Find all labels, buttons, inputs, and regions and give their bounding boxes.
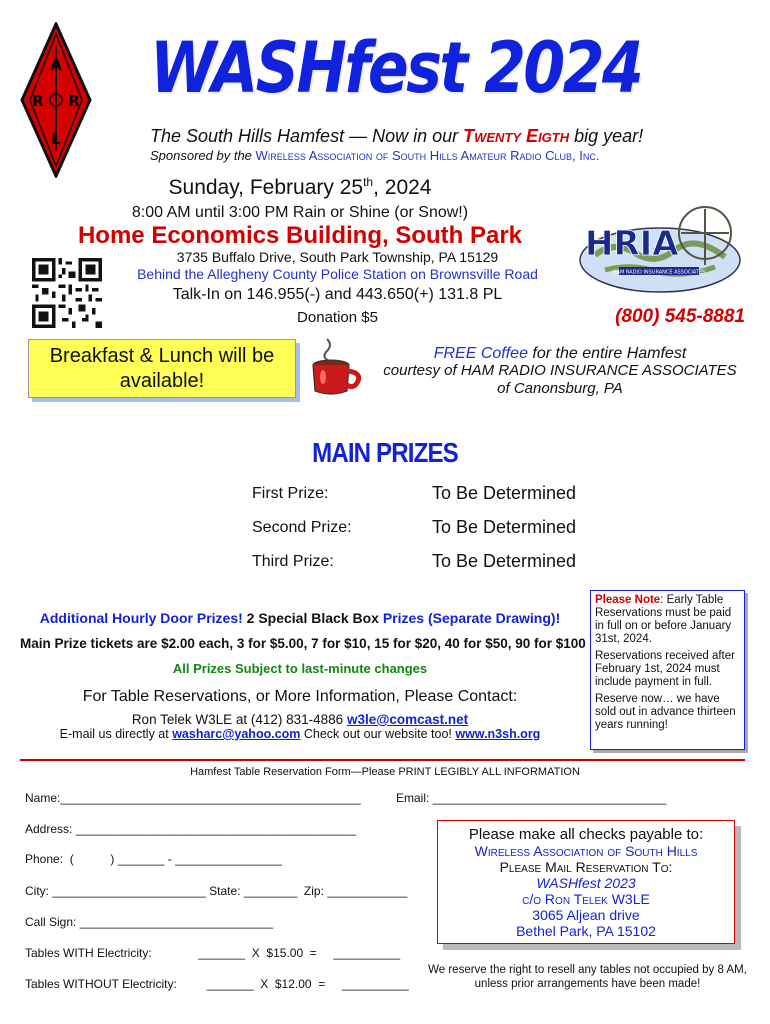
tagline-highlight: Twenty Eigth [463, 126, 570, 146]
resell-notice: We reserve the right to resell any tables not occupied by 8 AM, unless prior arrangements have been made! [428, 964, 747, 990]
prize-name: Second Prize: [252, 519, 352, 536]
phone-field[interactable]: Phone: ( ) _______ - ________________ [25, 852, 282, 866]
prize-value: To Be Determined [432, 517, 577, 537]
prize-name: First Prize: [252, 485, 329, 502]
website-link[interactable]: www.n3sh.org [455, 727, 541, 741]
call-sign-field[interactable]: Call Sign: _____________________________ [25, 915, 274, 929]
note-label: Please Note [595, 594, 661, 606]
ron-email-link[interactable]: w3le@comcast.net [346, 712, 469, 727]
directions: Behind the Allegheny County Police Station on Brownsville Road [137, 266, 538, 282]
prizes-subject: All Prizes Subject to last-minute changes [172, 661, 428, 676]
mail-attn: c/o Ron Telek W3LE [522, 891, 650, 907]
prize-value: To Be Determined [432, 483, 577, 503]
logo-letter-a: A [50, 56, 62, 74]
mailing-info-box [437, 820, 735, 944]
venue: Home Economics Building, South Park [77, 222, 523, 249]
breakfast-callout: Breakfast & Lunch will be available! [28, 339, 296, 398]
tagline: The South Hills Hamfest — Now in our Twenty Eigth big year! [150, 126, 644, 146]
arrl-logo-icon [20, 22, 92, 178]
talk-in: Talk-In on 146.955(-) and 443.650(+) 131.8 PL [172, 286, 503, 303]
event-time: 8:00 AM until 3:00 PM Rain or Shine (or Snow!) [131, 204, 469, 221]
please-note-box: Please Note: Early Table Reservations must be paid in full on or before January 31st, 2024. Reservations received after February 1st, 2024 must include payment in full. Reserve now… we have sold out in advance thirteen years running! [590, 590, 745, 750]
logo-letter-l: L [51, 130, 61, 148]
form-heading: Hamfest Table Reservation Form—Please PRINT LEGIBLY ALL INFORMATION [190, 766, 580, 778]
contact-ron: Ron Telek W3LE at (412) 831-4886 w3le@comcast.net [131, 712, 469, 727]
email-field[interactable]: Email: ___________________________________ [396, 791, 667, 805]
ticket-prices: Main Prize tickets are $2.00 each, 3 for $5.00, 7 for $10, 15 for $20, 40 for $50, 90 for $100 [20, 636, 586, 651]
name-field[interactable]: Name:_____________________________________________ [25, 791, 361, 805]
payee: Wireless Association of South Hills [474, 843, 698, 859]
mail-event: WASHfest 2023 [536, 875, 636, 891]
hria-text: HRIA [585, 224, 679, 264]
note-reserve: Reserve now… we have sold out in advance thirteen years running! [595, 693, 736, 731]
hria-subtext: HAM RADIO INSURANCE ASSOCIATES [612, 269, 706, 276]
logo-letter-r2: R [68, 92, 80, 110]
contact-email: E-mail us directly at washarc@yahoo.com Check out our website too! www.n3sh.org [59, 727, 541, 741]
donation: Donation $5 [297, 309, 378, 326]
qr-code-icon [32, 258, 102, 328]
coffee-courtesy: courtesy of HAM RADIO INSURANCE ASSOCIATES [383, 362, 737, 379]
mail-to: Please Mail Reservation To: [499, 859, 673, 875]
divider [20, 759, 745, 761]
prize-name: Third Prize: [252, 553, 334, 570]
prize-value: To Be Determined [432, 551, 577, 571]
checks-payable: Please make all checks payable to: [468, 826, 704, 843]
tables-with-electricity-field[interactable]: Tables WITH Electricity: _______ X $15.00 = __________ [25, 946, 401, 960]
note-late: Reservations received after February 1st, 2024 must include payment in full. [595, 650, 735, 688]
event-date: Sunday, February 25th, 2024 [168, 175, 432, 199]
mail-street: 3065 Aljean drive [532, 907, 640, 923]
coffee-mug-icon [305, 335, 365, 397]
main-prizes-heading: MAIN PRIZES [312, 437, 458, 468]
hria-logo-icon [575, 205, 745, 300]
sponsor-line: Sponsored by the Wireless Association of South Hills Amateur Radio Club, Inc. [150, 148, 600, 163]
city-state-zip-field[interactable]: City: _______________________ State: ________ Zip: ____________ [25, 884, 408, 898]
contact-heading: For Table Reservations, or More Information, Please Contact: [82, 688, 518, 705]
free-coffee: FREE Coffee for the entire Hamfest [433, 345, 687, 362]
club-email-link[interactable]: washarc@yahoo.com [172, 727, 301, 741]
tables-without-electricity-field[interactable]: Tables WITHOUT Electricity: _______ X $12.00 = __________ [25, 977, 409, 991]
mail-city: Bethel Park, PA 15102 [516, 923, 656, 939]
address-field[interactable]: Address: __________________________________________ [25, 822, 356, 836]
sponsor-org: Wireless Association of South Hills Amateur Radio Club, Inc. [255, 148, 600, 163]
free-coffee-label: FREE Coffee [433, 345, 528, 362]
event-title: WASHfest 2024 [150, 27, 642, 109]
address: 3735 Buffalo Drive, South Park Township, PA 15129 [176, 249, 499, 265]
additional-prizes: Additional Hourly Door Prizes! 2 Special Black Box Prizes (Separate Drawing)! [39, 610, 561, 626]
phone-number: (800) 545-8881 [615, 306, 745, 327]
logo-letter-r1: R [32, 92, 44, 110]
coffee-location: of Canonsburg, PA [497, 380, 623, 397]
